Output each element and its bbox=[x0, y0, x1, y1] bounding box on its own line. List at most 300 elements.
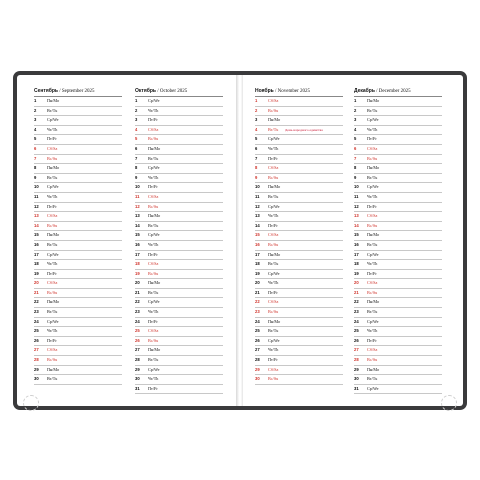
day-row bbox=[354, 270, 442, 280]
month-header: Декабрь / December 2025 bbox=[354, 86, 442, 97]
weekday: Вс/Su bbox=[367, 155, 378, 161]
day-row bbox=[34, 308, 122, 318]
day-number: 16 bbox=[135, 241, 140, 247]
weekday: Пт/Fr bbox=[148, 117, 158, 123]
day-row bbox=[34, 135, 122, 145]
weekday: Вс/Su bbox=[148, 270, 159, 276]
day-number: 25 bbox=[255, 328, 260, 334]
weekday: Ср/We bbox=[148, 98, 160, 103]
weekday: Пн/Mo bbox=[367, 366, 380, 372]
day-number: 21 bbox=[354, 289, 359, 295]
month-column-september bbox=[34, 86, 122, 385]
day-number: 27 bbox=[255, 347, 260, 353]
day-row bbox=[354, 231, 442, 241]
day-number: 14 bbox=[255, 222, 260, 228]
weekday: Чт/Th bbox=[148, 241, 159, 247]
page-corner-mark bbox=[23, 395, 39, 411]
day-row bbox=[135, 241, 223, 251]
month-name-en: November 2025 bbox=[277, 89, 310, 94]
day-row bbox=[34, 193, 122, 203]
weekday: Пн/Mo bbox=[148, 213, 161, 219]
weekday: Пт/Fr bbox=[268, 357, 278, 363]
day-row bbox=[354, 164, 442, 174]
day-row bbox=[354, 385, 442, 395]
day-row bbox=[135, 298, 223, 308]
day-number: 2 bbox=[135, 107, 138, 113]
day-row bbox=[135, 385, 223, 395]
day-row bbox=[34, 126, 122, 136]
day-number: 4 bbox=[34, 126, 37, 132]
weekday: Пт/Fr bbox=[268, 155, 278, 161]
day-row bbox=[135, 327, 223, 337]
weekday: Пн/Mo bbox=[148, 347, 161, 353]
weekday: Вт/Tu bbox=[47, 309, 58, 315]
day-number: 24 bbox=[354, 318, 359, 324]
weekday: Вс/Su bbox=[268, 241, 279, 247]
day-number: 14 bbox=[34, 222, 39, 228]
day-number: 9 bbox=[34, 174, 37, 180]
day-number: 10 bbox=[34, 184, 39, 190]
weekday: Вт/Tu bbox=[268, 126, 279, 132]
weekday: Сб/Sa bbox=[148, 261, 159, 267]
weekday: Вс/Su bbox=[367, 357, 378, 363]
weekday: Сб/Sa bbox=[367, 347, 378, 353]
day-row bbox=[34, 97, 122, 107]
day-number: 10 bbox=[255, 184, 260, 190]
day-number: 6 bbox=[135, 145, 138, 151]
day-number: 16 bbox=[354, 241, 359, 247]
day-number: 12 bbox=[255, 203, 260, 209]
day-number: 17 bbox=[354, 251, 359, 257]
day-number: 29 bbox=[135, 366, 140, 372]
day-row bbox=[34, 222, 122, 232]
weekday: Сб/Sa bbox=[47, 145, 58, 151]
day-row bbox=[34, 366, 122, 376]
day-row bbox=[354, 241, 442, 251]
day-number: 3 bbox=[354, 117, 357, 123]
weekday: Чт/Th bbox=[148, 376, 159, 382]
weekday: Ср/We bbox=[268, 270, 280, 276]
day-number: 15 bbox=[255, 232, 260, 238]
weekday: Чт/Th bbox=[367, 126, 378, 132]
weekday: Ср/We bbox=[148, 299, 160, 305]
weekday: Вс/Su bbox=[268, 309, 279, 315]
weekday: Пн/Mo bbox=[47, 165, 60, 171]
day-row bbox=[135, 155, 223, 165]
day-row bbox=[135, 222, 223, 232]
day-number: 20 bbox=[34, 280, 39, 286]
day-number: 16 bbox=[34, 241, 39, 247]
day-row bbox=[34, 174, 122, 184]
day-row bbox=[354, 222, 442, 232]
day-number: 12 bbox=[135, 203, 140, 209]
day-number: 21 bbox=[255, 289, 260, 295]
weekday: Вс/Su bbox=[47, 357, 58, 363]
weekday: Чт/Th bbox=[367, 193, 378, 199]
weekday: Пн/Mo bbox=[47, 98, 60, 103]
weekday: Ср/We bbox=[268, 337, 280, 343]
day-number: 15 bbox=[354, 232, 359, 238]
day-number: 1 bbox=[354, 98, 357, 103]
day-row bbox=[135, 193, 223, 203]
weekday: Сб/Sa bbox=[148, 193, 159, 199]
day-number: 14 bbox=[354, 222, 359, 228]
weekday: Вс/Su bbox=[148, 337, 159, 343]
day-list bbox=[34, 97, 122, 385]
day-number: 22 bbox=[135, 299, 140, 305]
day-number: 26 bbox=[255, 337, 260, 343]
day-row bbox=[354, 116, 442, 126]
day-row bbox=[255, 126, 343, 136]
day-number: 28 bbox=[354, 357, 359, 363]
weekday: Сб/Sa bbox=[47, 280, 58, 286]
day-row bbox=[354, 346, 442, 356]
weekday: Вс/Su bbox=[367, 222, 378, 228]
day-number: 13 bbox=[135, 213, 140, 219]
weekday: Чт/Th bbox=[148, 309, 159, 315]
day-row bbox=[34, 337, 122, 347]
weekday: Пн/Mo bbox=[47, 299, 60, 305]
day-row bbox=[34, 356, 122, 366]
day-row bbox=[354, 107, 442, 117]
day-row bbox=[135, 308, 223, 318]
day-row bbox=[135, 260, 223, 270]
weekday: Сб/Sa bbox=[268, 98, 279, 103]
day-number: 4 bbox=[255, 126, 258, 132]
weekday: Пн/Mo bbox=[367, 299, 380, 305]
day-row bbox=[255, 222, 343, 232]
weekday: Вт/Tu bbox=[47, 376, 58, 382]
day-number: 15 bbox=[135, 232, 140, 238]
weekday: Сб/Sa bbox=[268, 232, 279, 238]
day-row bbox=[354, 318, 442, 328]
weekday: Вт/Tu bbox=[148, 357, 159, 363]
day-row bbox=[255, 174, 343, 184]
weekday: Пт/Fr bbox=[47, 136, 57, 142]
day-number: 30 bbox=[135, 376, 140, 382]
day-row bbox=[354, 375, 442, 385]
day-number: 5 bbox=[255, 136, 258, 142]
weekday: Ср/We bbox=[47, 318, 59, 324]
weekday: Ср/We bbox=[367, 117, 379, 123]
weekday: Вт/Tu bbox=[268, 261, 279, 267]
day-number: 28 bbox=[135, 357, 140, 363]
day-row bbox=[255, 97, 343, 107]
weekday: Вт/Tu bbox=[367, 174, 378, 180]
month-name: Ноябрь bbox=[255, 88, 274, 94]
day-number: 4 bbox=[135, 126, 138, 132]
day-number: 15 bbox=[34, 232, 39, 238]
weekday: Чт/Th bbox=[367, 261, 378, 267]
month-name: Декабрь bbox=[354, 88, 375, 94]
day-number: 24 bbox=[34, 318, 39, 324]
weekday: Чт/Th bbox=[47, 261, 58, 267]
day-list bbox=[354, 97, 442, 394]
weekday: Чт/Th bbox=[47, 126, 58, 132]
day-number: 19 bbox=[135, 270, 140, 276]
weekday: Вт/Tu bbox=[148, 155, 159, 161]
weekday: Ср/We bbox=[367, 385, 379, 391]
day-row bbox=[34, 327, 122, 337]
day-row bbox=[354, 145, 442, 155]
weekday: Вс/Su bbox=[47, 155, 58, 161]
day-number: 8 bbox=[255, 165, 258, 171]
day-number: 30 bbox=[255, 376, 260, 382]
day-row bbox=[354, 174, 442, 184]
day-row bbox=[354, 337, 442, 347]
day-row bbox=[34, 375, 122, 385]
day-row bbox=[354, 289, 442, 299]
day-number: 28 bbox=[255, 357, 260, 363]
day-number: 22 bbox=[255, 299, 260, 305]
day-number: 25 bbox=[135, 328, 140, 334]
weekday: Сб/Sa bbox=[47, 347, 58, 353]
day-row bbox=[354, 126, 442, 136]
day-number: 5 bbox=[354, 136, 357, 142]
day-row bbox=[354, 203, 442, 213]
day-number: 20 bbox=[354, 280, 359, 286]
day-number: 4 bbox=[354, 126, 357, 132]
day-number: 21 bbox=[135, 289, 140, 295]
day-row bbox=[255, 183, 343, 193]
weekday: Пн/Mo bbox=[367, 98, 380, 103]
weekday: Вс/Su bbox=[148, 203, 159, 209]
day-number: 11 bbox=[354, 193, 359, 199]
day-number: 13 bbox=[354, 213, 359, 219]
day-row bbox=[135, 183, 223, 193]
day-number: 27 bbox=[34, 347, 39, 353]
day-row bbox=[255, 164, 343, 174]
weekday: Чт/Th bbox=[148, 174, 159, 180]
day-number: 17 bbox=[135, 251, 140, 257]
day-row bbox=[135, 270, 223, 280]
day-row bbox=[135, 116, 223, 126]
day-row bbox=[255, 212, 343, 222]
day-number: 28 bbox=[34, 357, 39, 363]
day-number: 31 bbox=[354, 385, 359, 391]
page-corner-mark bbox=[441, 395, 457, 411]
day-row bbox=[34, 318, 122, 328]
day-number: 2 bbox=[255, 107, 258, 113]
day-row bbox=[354, 97, 442, 107]
weekday: Сб/Sa bbox=[148, 328, 159, 334]
day-row bbox=[255, 241, 343, 251]
weekday: Пн/Mo bbox=[268, 184, 281, 190]
day-row bbox=[255, 203, 343, 213]
day-row bbox=[34, 298, 122, 308]
weekday: Вс/Su bbox=[268, 174, 279, 180]
day-row bbox=[354, 193, 442, 203]
weekday: Чт/Th bbox=[268, 213, 279, 219]
day-row bbox=[354, 155, 442, 165]
weekday: Пт/Fr bbox=[367, 136, 377, 142]
day-number: 19 bbox=[354, 270, 359, 276]
day-row bbox=[255, 193, 343, 203]
day-number: 7 bbox=[255, 155, 258, 161]
day-number: 5 bbox=[34, 136, 37, 142]
day-number: 8 bbox=[354, 165, 357, 171]
month-column-november bbox=[255, 86, 343, 385]
day-number: 3 bbox=[135, 117, 138, 123]
weekday: Сб/Sa bbox=[268, 366, 279, 372]
weekday: Пт/Fr bbox=[268, 222, 278, 228]
day-row bbox=[135, 97, 223, 107]
month-header: Сентябрь / September 2025 bbox=[34, 86, 122, 97]
weekday: Вт/Tu bbox=[268, 328, 279, 334]
weekday: Сб/Sa bbox=[367, 145, 378, 151]
day-row bbox=[354, 366, 442, 376]
day-number: 13 bbox=[34, 213, 39, 219]
day-number: 20 bbox=[135, 280, 140, 286]
weekday: Пн/Mo bbox=[367, 232, 380, 238]
weekday: Пт/Fr bbox=[47, 203, 57, 209]
weekday: Вт/Tu bbox=[47, 174, 58, 180]
day-row bbox=[354, 212, 442, 222]
day-number: 8 bbox=[135, 165, 138, 171]
weekday: Сб/Sa bbox=[268, 299, 279, 305]
weekday: Пн/Mo bbox=[268, 251, 281, 257]
day-number: 27 bbox=[135, 347, 140, 353]
day-number: 11 bbox=[255, 193, 260, 199]
day-row bbox=[255, 231, 343, 241]
weekday: Ср/We bbox=[367, 184, 379, 190]
weekday: Сб/Sa bbox=[367, 280, 378, 286]
day-number: 29 bbox=[255, 366, 260, 372]
day-row bbox=[34, 289, 122, 299]
month-name-en: December 2025 bbox=[378, 89, 411, 94]
day-number: 21 bbox=[34, 289, 39, 295]
day-row bbox=[354, 251, 442, 261]
weekday: Вс/Su bbox=[148, 136, 159, 142]
day-row bbox=[354, 135, 442, 145]
weekday: Вс/Su bbox=[47, 289, 58, 295]
day-row bbox=[135, 279, 223, 289]
day-row bbox=[135, 107, 223, 117]
weekday: Вт/Tu bbox=[367, 241, 378, 247]
day-number: 3 bbox=[255, 117, 258, 123]
day-row bbox=[255, 289, 343, 299]
day-row bbox=[34, 260, 122, 270]
day-row bbox=[255, 298, 343, 308]
weekday: Пт/Fr bbox=[47, 337, 57, 343]
day-row bbox=[255, 327, 343, 337]
day-row bbox=[34, 203, 122, 213]
day-number: 6 bbox=[34, 145, 37, 151]
day-row bbox=[255, 251, 343, 261]
day-row bbox=[34, 279, 122, 289]
day-number: 14 bbox=[135, 222, 140, 228]
weekday: Пн/Mo bbox=[47, 366, 60, 372]
day-number: 19 bbox=[255, 270, 260, 276]
day-number: 7 bbox=[354, 155, 357, 161]
day-row bbox=[255, 135, 343, 145]
weekday: Пт/Fr bbox=[148, 251, 158, 257]
day-row bbox=[34, 231, 122, 241]
day-row bbox=[135, 346, 223, 356]
day-number: 26 bbox=[34, 337, 39, 343]
weekday: Ср/We bbox=[47, 117, 59, 123]
day-row bbox=[354, 327, 442, 337]
weekday: Пт/Fr bbox=[367, 337, 377, 343]
day-number: 31 bbox=[135, 385, 140, 391]
day-row bbox=[135, 135, 223, 145]
weekday: Пн/Mo bbox=[47, 232, 60, 238]
day-row bbox=[34, 270, 122, 280]
day-row bbox=[34, 145, 122, 155]
day-number: 29 bbox=[354, 366, 359, 372]
month-column-december bbox=[354, 86, 442, 394]
day-number: 23 bbox=[135, 309, 140, 315]
weekday: Вт/Tu bbox=[47, 107, 58, 113]
weekday: Чт/Th bbox=[268, 280, 279, 286]
weekday: Вс/Su bbox=[268, 107, 279, 113]
month-name-en: September 2025 bbox=[61, 89, 95, 94]
weekday: Ср/We bbox=[148, 366, 160, 372]
day-row bbox=[255, 116, 343, 126]
day-number: 20 bbox=[255, 280, 260, 286]
day-number: 7 bbox=[34, 155, 37, 161]
day-number: 18 bbox=[354, 261, 359, 267]
day-row bbox=[255, 107, 343, 117]
day-row bbox=[135, 337, 223, 347]
day-row bbox=[354, 356, 442, 366]
day-row bbox=[135, 356, 223, 366]
day-row bbox=[255, 155, 343, 165]
day-number: 27 bbox=[354, 347, 359, 353]
weekday: Чт/Th bbox=[268, 347, 279, 353]
day-row bbox=[135, 174, 223, 184]
weekday: Ср/We bbox=[148, 165, 160, 171]
day-number: 9 bbox=[354, 174, 357, 180]
day-number: 2 bbox=[34, 107, 37, 113]
right-page bbox=[243, 75, 463, 406]
weekday: Пт/Fr bbox=[148, 184, 158, 190]
day-row bbox=[255, 375, 343, 385]
day-number: 25 bbox=[354, 328, 359, 334]
weekday: Чт/Th bbox=[367, 328, 378, 334]
weekday: Вт/Tu bbox=[367, 376, 378, 382]
day-row bbox=[34, 116, 122, 126]
day-number: 7 bbox=[135, 155, 138, 161]
day-number: 23 bbox=[255, 309, 260, 315]
weekday: Ср/We bbox=[47, 184, 59, 190]
weekday: Сб/Sa bbox=[47, 213, 58, 219]
month-name-en: October 2025 bbox=[159, 89, 188, 94]
day-number: 24 bbox=[255, 318, 260, 324]
day-row bbox=[34, 183, 122, 193]
day-row bbox=[34, 164, 122, 174]
day-number: 10 bbox=[135, 184, 140, 190]
day-row bbox=[34, 346, 122, 356]
day-row bbox=[135, 126, 223, 136]
weekday: Пн/Mo bbox=[148, 145, 161, 151]
day-list bbox=[255, 97, 343, 385]
weekday: Вт/Tu bbox=[148, 289, 159, 295]
day-number: 1 bbox=[135, 98, 138, 103]
day-number: 17 bbox=[34, 251, 39, 257]
weekday: Вт/Tu bbox=[367, 107, 378, 113]
day-number: 29 bbox=[34, 366, 39, 372]
day-row bbox=[354, 308, 442, 318]
weekday: Вт/Tu bbox=[148, 222, 159, 228]
weekday: Пн/Mo bbox=[148, 280, 161, 286]
day-row bbox=[255, 260, 343, 270]
weekday: Ср/We bbox=[268, 203, 280, 209]
day-row bbox=[255, 337, 343, 347]
weekday: Пт/Fr bbox=[148, 318, 158, 324]
day-row bbox=[135, 375, 223, 385]
day-row bbox=[135, 289, 223, 299]
